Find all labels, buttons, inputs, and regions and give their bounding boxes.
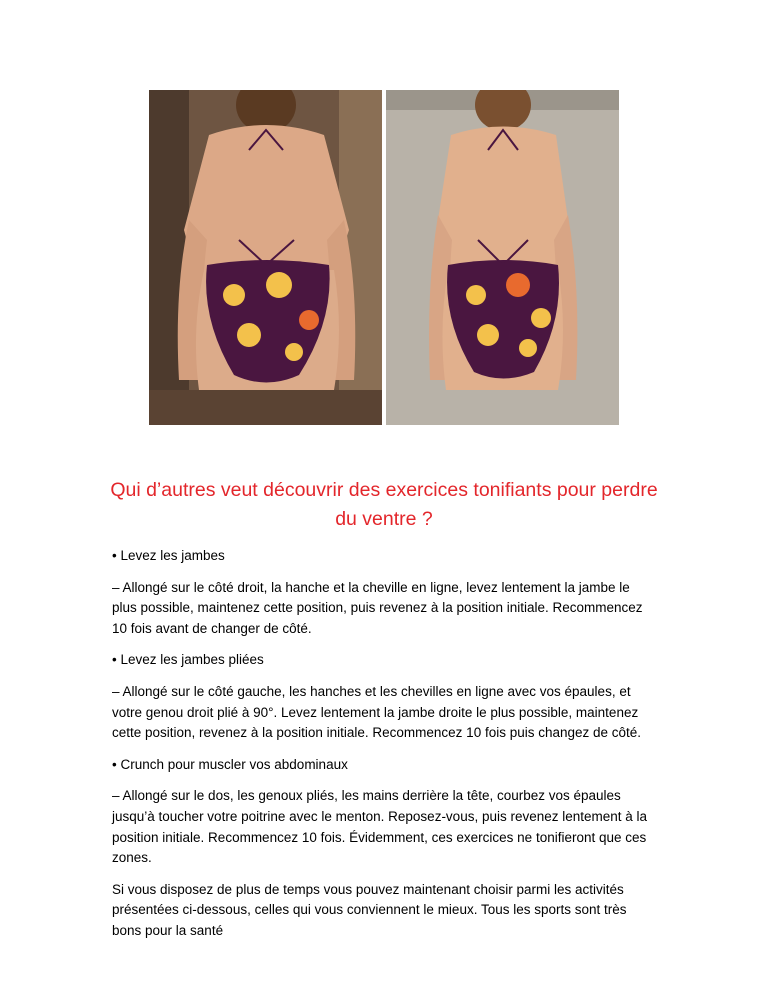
paragraph: – Allongé sur le côté gauche, les hanches et les chevilles en ligne avec vos épaules, et votre genou droit plié à 90°. Levez lentement la jambe droite le plus possible, maintenez cette position, revenez à la position initiale. Recommencez 10 fois puis changez de côté. xyxy=(112,683,642,741)
bullet-heading: • Levez les jambes pliées xyxy=(112,652,264,668)
article-body xyxy=(112,546,657,953)
before-after-photo xyxy=(149,90,619,425)
paragraph: – Allongé sur le côté droit, la hanche et la cheville en ligne, levez lentement la jambe le plus possible, maintenez cette position, puis revenez à la position initiale. Recommencez 10 fois avant de changer de côté. xyxy=(112,579,643,636)
paragraph: Si vous disposez de plus de temps vous pouvez maintenant choisir parmi les activités présentées ci-dessous, celles qui vous conviennent le mieux. Tous les sports sont très bons pour la santé xyxy=(112,881,627,938)
bullet-heading: • Levez les jambes xyxy=(112,548,225,563)
bullet-heading: • Crunch pour muscler vos abdominaux xyxy=(112,756,348,772)
after-photo xyxy=(386,90,619,425)
before-photo xyxy=(149,90,382,425)
paragraph: – Allongé sur le dos, les genoux pliés, les mains derrière la tête, courbez vos épaules jusqu’à toucher votre poitrine avec le menton. Reposez-vous, puis revenez lentement à la position initiale. Recommencez 10 fois. Évidemment, ces exercices ne tonifieront que ces zones. xyxy=(112,788,648,866)
page-title: Qui d’autres veut découvrir des exercices tonifiants pour perdre du ventre ? xyxy=(110,479,658,530)
